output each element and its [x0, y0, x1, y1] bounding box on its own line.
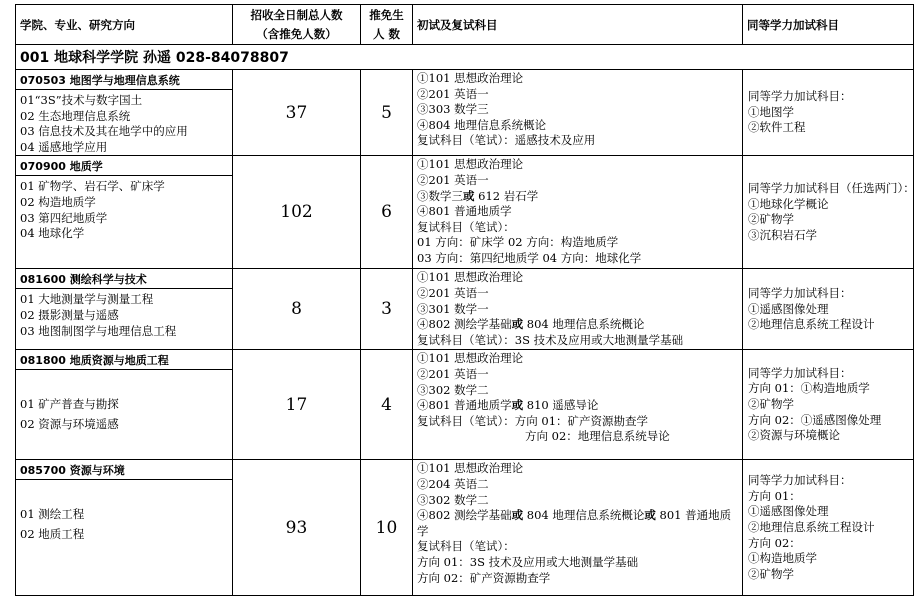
exempt-count: 10 [361, 460, 413, 596]
extra-subject-list [743, 460, 914, 596]
program-row [16, 269, 914, 350]
header-exempt-line1: 推免生 [369, 7, 404, 22]
subject-part: 612 岩石学 [474, 188, 539, 203]
extra-subject-item: 同等学力加试科目： [748, 473, 852, 488]
header-row [16, 5, 914, 45]
subject-item: 复试科目（笔试）：遥感技术及应用 [417, 133, 596, 148]
extra-subject-list [743, 350, 914, 460]
subject-item: ①101 思想政治理论 [417, 270, 524, 285]
subject-item: ①101 思想政治理论 [417, 461, 524, 476]
direction-item: 02 构造地质学 [20, 194, 96, 209]
subject-list [413, 156, 743, 269]
direction-item: 03 信息技术及其在地学中的应用 [20, 124, 188, 139]
subject-item: ②201 英语一 [417, 172, 489, 187]
exempt-count: 4 [361, 350, 413, 460]
subject-item: ④801 普通地质学 [417, 204, 512, 219]
extra-subject-item: 方向 01： [748, 488, 801, 503]
total-count: 8 [233, 269, 361, 350]
college-heading: 001 地球科学学院 孙遥 028-84078807 [16, 45, 914, 70]
header-exempt [361, 5, 413, 45]
subject-item: 方向 02：地理信息系统导论 [525, 429, 670, 444]
subject-part: ④801 普通地质学 [417, 398, 512, 413]
program-code: 070900 地质学 [16, 156, 232, 176]
direction-item: 01 测绘工程 [20, 507, 85, 522]
or-connector: 或 [511, 317, 524, 332]
header-subjects: 初试及复试科目 [413, 5, 743, 45]
direction-item: 02 摄影测量与遥感 [20, 307, 119, 322]
exempt-count: 3 [361, 269, 413, 350]
program-cell [16, 269, 233, 350]
extra-subject-item: ①遥感图像处理 [748, 301, 829, 316]
subject-item: 方向 02：矿产资源勘查学 [417, 570, 551, 585]
extra-subject-item: ②地理信息系统工程设计 [748, 520, 875, 535]
direction-item: 02 生态地理信息系统 [20, 108, 131, 123]
subject-item: ③301 数学一 [417, 301, 489, 316]
subject-item: 学 [417, 523, 429, 538]
extra-subject-item: ①地球化学概论 [748, 196, 829, 211]
subject-item: ③302 数学二 [417, 492, 489, 507]
extra-subject-item: ②软件工程 [748, 120, 806, 135]
direction-list [16, 176, 232, 241]
program-cell [16, 70, 233, 156]
header-direction: 学院、专业、研究方向 [16, 5, 233, 45]
subject-part: ④802 测绘学基础 [417, 317, 512, 332]
subject-part: 804 地理信息系统概论 [523, 317, 645, 332]
extra-subject-item: 方向 02： [748, 535, 801, 550]
subject-item: ②201 英语一 [417, 86, 489, 101]
direction-list [16, 90, 232, 155]
subject-item: ①101 思想政治理论 [417, 351, 524, 366]
program-row [16, 156, 914, 269]
subject-item: ①101 思想政治理论 [417, 71, 524, 85]
program-code: 081600 测绘科学与技术 [16, 269, 232, 289]
program-code: 081800 地质资源与地质工程 [16, 350, 232, 370]
or-connector: 或 [511, 398, 524, 413]
subject-part: ③数学三 [417, 188, 463, 203]
header-exempt-line2: 人 数 [372, 26, 400, 41]
subject-item: 01 方向：矿床学 02 方向：构造地质学 [417, 235, 619, 250]
subject-list [413, 350, 743, 460]
extra-subject-item: 同等学力加试科目（任选两门）： [748, 181, 915, 196]
extra-subject-item: ②矿物学 [748, 212, 794, 227]
program-row [16, 460, 914, 596]
program-cell [16, 350, 233, 460]
exempt-count: 6 [361, 156, 413, 269]
subject-item [417, 317, 738, 333]
direction-list [16, 480, 232, 544]
extra-subject-item: ①遥感图像处理 [748, 504, 829, 519]
header-total-line2: （含推免人数） [256, 26, 337, 41]
subject-item: 复试科目（笔试）：方向 01：矿产资源勘查学 [417, 413, 649, 428]
subject-item: ②201 英语一 [417, 366, 489, 381]
program-code: 070503 地图学与地理信息系统 [16, 70, 232, 90]
header-extra: 同等学力加试科目 [743, 5, 914, 45]
header-total-line1: 招收全日制总人数 [250, 7, 343, 22]
direction-item: 03 地图制图学与地理信息工程 [20, 323, 177, 338]
extra-subject-item: ②地理信息系统工程设计 [748, 317, 875, 332]
subject-part: 810 遥感导论 [523, 398, 599, 413]
subject-list [413, 70, 743, 156]
extra-subject-item: 同等学力加试科目： [748, 285, 852, 300]
or-connector: 或 [463, 188, 475, 203]
direction-item: 04 地球化学 [20, 226, 85, 241]
subject-item: 03 方向：第四纪地质学 04 方向：地球化学 [417, 250, 642, 265]
or-connector: 或 [644, 508, 656, 523]
subject-item: 方向 01：3S 技术及应用或大地测量学基础 [417, 554, 639, 569]
subject-item: ②204 英语二 [417, 476, 489, 491]
direction-item: 01 矿产普查与勘探 [20, 397, 119, 412]
subject-part: 801 普通地质 [655, 508, 732, 523]
program-row [16, 350, 914, 460]
direction-item: 02 资源与环境遥感 [20, 417, 119, 432]
extra-subject-item: ①地图学 [748, 104, 794, 119]
subject-item: 复试科目（笔试）：3S 技术及应用或大地测量学基础 [417, 332, 684, 347]
extra-subject-item: ②矿物学 [748, 566, 794, 581]
extra-subject-item: 同等学力加试科目： [748, 365, 852, 380]
extra-subject-list [743, 70, 914, 156]
program-row [16, 70, 914, 156]
direction-item: 01“3S”技术与数字国土 [20, 93, 143, 107]
subject-item: 复试科目（笔试）： [417, 219, 515, 234]
program-code: 085700 资源与环境 [16, 460, 232, 480]
admissions-table [15, 4, 914, 596]
exempt-count: 5 [361, 70, 413, 156]
subject-item: ③303 数学三 [417, 102, 489, 117]
direction-list [16, 289, 232, 339]
total-count: 17 [233, 350, 361, 460]
total-count: 37 [233, 70, 361, 156]
direction-item: 04 遥感地学应用 [20, 139, 108, 154]
subject-item [417, 508, 738, 524]
direction-item: 03 第四纪地质学 [20, 210, 108, 225]
extra-subject-item: ②资源与环境概论 [748, 428, 840, 443]
college-row [16, 45, 914, 70]
direction-list [16, 370, 232, 434]
extra-subject-list [743, 156, 914, 269]
subject-part: ④802 测绘学基础 [417, 508, 512, 523]
subject-item [417, 189, 738, 205]
direction-item: 02 地质工程 [20, 527, 85, 542]
extra-subject-list [743, 269, 914, 350]
header-total [233, 5, 361, 45]
program-cell [16, 460, 233, 596]
direction-item: 01 矿物学、岩石学、矿床学 [20, 179, 165, 194]
subject-item: ①101 思想政治理论 [417, 157, 524, 172]
total-count: 102 [233, 156, 361, 269]
extra-subject-item: ①构造地质学 [748, 551, 817, 566]
total-count: 93 [233, 460, 361, 596]
extra-subject-item: ③沉积岩石学 [748, 227, 817, 242]
subject-part: 804 地理信息系统概论 [523, 508, 645, 523]
subject-list [413, 269, 743, 350]
subject-item: ④804 地理信息系统概论 [417, 117, 547, 132]
program-cell [16, 156, 233, 269]
extra-subject-item: 方向 02：①遥感图像处理 [748, 412, 882, 427]
subject-item [417, 398, 738, 414]
subject-list [413, 460, 743, 596]
subject-item: 复试科目（笔试）： [417, 539, 515, 554]
extra-subject-item: 方向 01：①构造地质学 [748, 381, 870, 396]
or-connector: 或 [511, 508, 524, 523]
extra-subject-item: ②矿物学 [748, 397, 794, 412]
extra-subject-item: 同等学力加试科目： [748, 89, 852, 104]
subject-item: ③302 数学二 [417, 382, 489, 397]
subject-item: ②201 英语一 [417, 285, 489, 300]
direction-item: 01 大地测量学与测量工程 [20, 292, 154, 307]
